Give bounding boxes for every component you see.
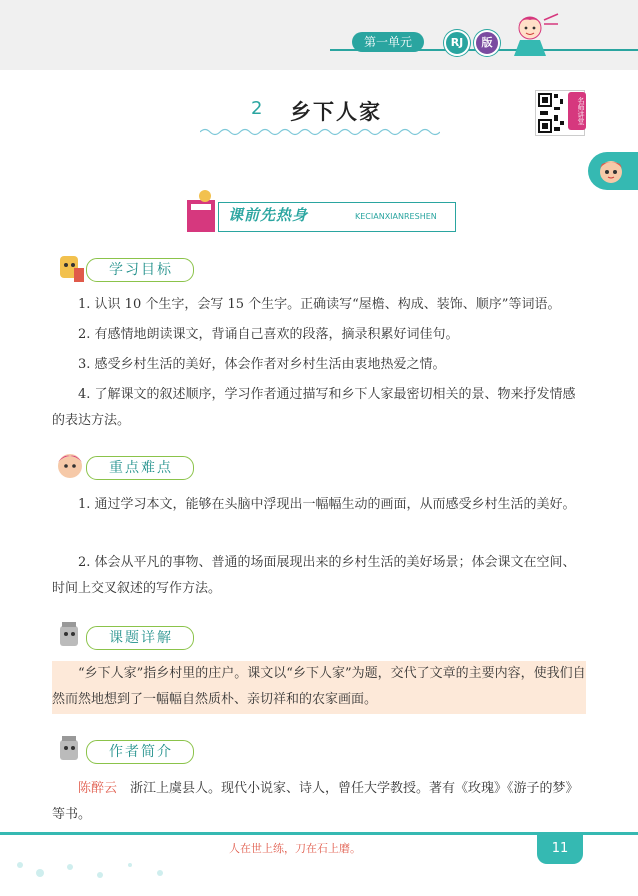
mascot-girl-icon (500, 10, 560, 58)
author-name: 陈醉云 (78, 781, 118, 796)
qr-tag-label: 名师讲堂 (568, 92, 586, 130)
section-banner-pinyin: KECIANXIANRESHEN (355, 212, 437, 221)
footer-motto: 人在世上练，刀在石上磨。 (229, 842, 361, 855)
lesson-title: 乡下人家 (290, 100, 382, 124)
section-banner-title: 课前先热身 (228, 206, 309, 224)
edition-badge-rj: RJ (444, 30, 470, 56)
side-mascot-icon (596, 156, 626, 186)
section-heading-goals: 学习目标 (86, 258, 194, 282)
edition-badge-ban: 版 (474, 30, 500, 56)
keypoint-item-2: 2. 体会从平凡的事物、普通的场面展现出来的乡村生活的美好场景；体会课文在空间、时间上交叉叙述的写作方法。 (52, 555, 576, 596)
lesson-number: 2 (251, 98, 263, 119)
goal-item-3: 3. 感受乡村生活的美好，体会作者对乡村生活由衷地热爱之情。 (78, 357, 446, 372)
author-paragraph (52, 776, 586, 828)
section-heading-keypoints: 重点难点 (86, 456, 194, 480)
goal-item-2: 2. 有感情地朗读课文，背诵自己喜欢的段落，摘录积累好词佳句。 (78, 327, 459, 342)
title-wave-decoration (200, 126, 440, 138)
title-explain-mascot-icon (52, 618, 88, 654)
goal-item-1: 1. 认识 10 个生字，会写 15 个生字。正确读写“屋檐、构成、装饰、顺序”等词语。 (78, 297, 561, 312)
page-number: 11 (537, 834, 583, 864)
title-explain-text: “乡下人家”指乡村里的庄户。课文以“乡下人家”为题，交代了文章的主要内容，使我们自然而然地想到了一幅幅自然质朴、亲切祥和的农家画面。 (52, 666, 586, 707)
footer-dots-decoration (0, 855, 210, 885)
keypoint-item-1: 1. 通过学习本文，能够在头脑中浮现出一幅幅生动的画面，从而感受乡村生活的美好。 (78, 497, 576, 512)
author-mascot-icon (52, 732, 88, 768)
section-heading-author: 作者简介 (86, 740, 194, 764)
section-heading-title-explain: 课题详解 (86, 626, 194, 650)
goal-item-4: 4. 了解课文的叙述顺序，学习作者通过描写和乡下人家最密切相关的景、物来抒发情感的表达方法。 (52, 387, 576, 428)
keypoints-mascot-icon (52, 448, 88, 484)
author-text: 浙江上虞县人。现代小说家、诗人，曾任大学教授。著有《玫瑰》《游子的梦》等书。 (52, 781, 579, 822)
goals-mascot-icon (52, 250, 88, 286)
unit-label: 第一单元 (352, 32, 424, 52)
